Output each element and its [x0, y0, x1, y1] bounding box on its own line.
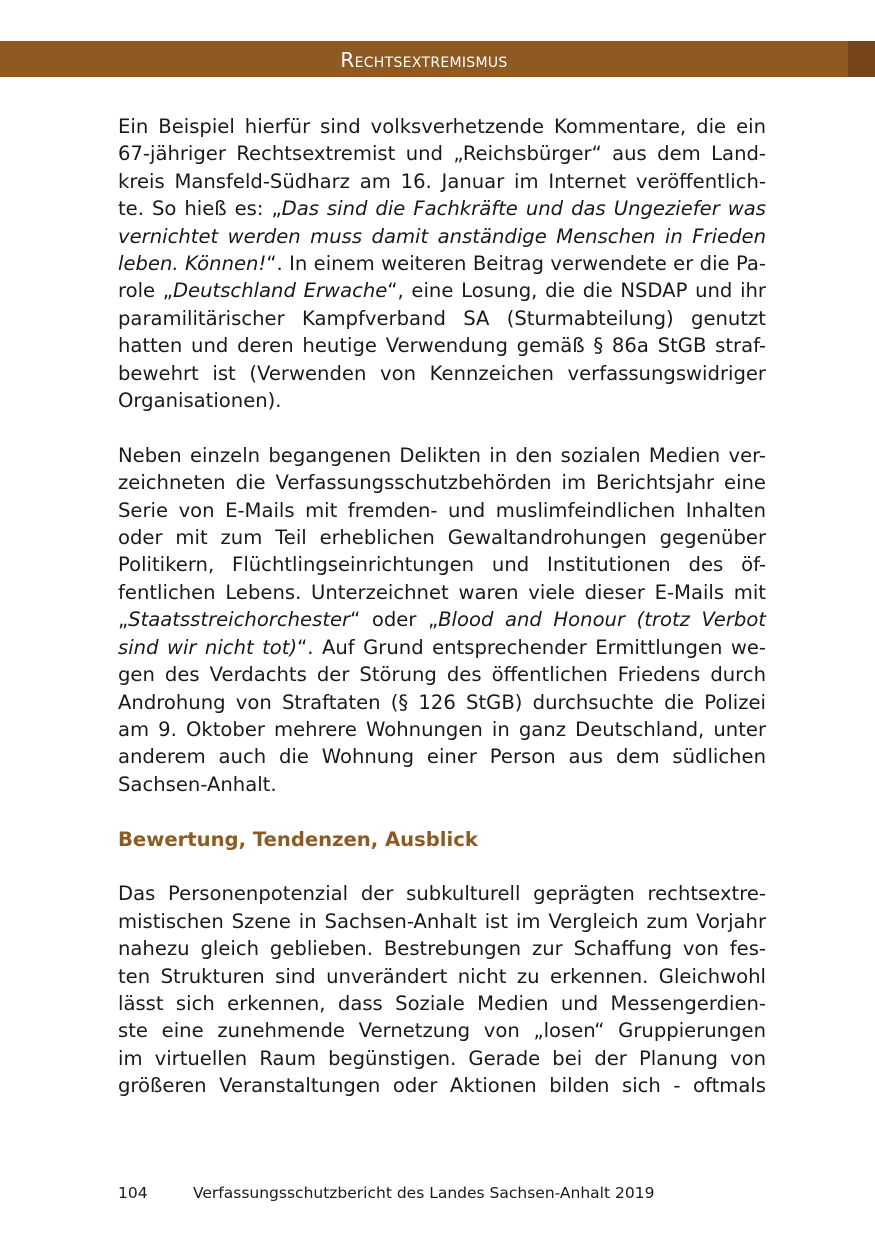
text-line: Sachsen-Anhalt. [118, 772, 277, 796]
text-run: te. So hieß es: „ [118, 197, 282, 221]
quote-italic: leben. Können! [118, 252, 267, 276]
text-line: hatten und deren heutige Verwendung gemäß § 86a StGB straf- [118, 334, 766, 358]
paragraph-3 [118, 880, 766, 1099]
text-line: Politikern, Flüchtlingseinrichtungen und Institutionen des öf- [118, 553, 766, 577]
text-line: Serie von E-Mails mit fremden- und muslimfeindlichen Inhalten [118, 498, 766, 522]
text-line: gen des Verdachts der Störung des öffentlichen Friedens durch [118, 663, 766, 687]
page-footer [118, 1182, 654, 1204]
text-line: oder mit zum Teil erheblichen Gewaltandrohungen gegenüber [118, 526, 766, 550]
text-line [118, 250, 766, 277]
text-run: “. Auf Grund entsprechender Ermittlungen we- [297, 635, 767, 659]
text-line: kreis Mansfeld-Südharz am 16. Januar im Internet veröffentlich- [118, 169, 766, 193]
text-line: Neben einzeln begangenen Delikten in den sozialen Medien ver- [118, 443, 766, 467]
publication-title: Verfassungsschutzbericht des Landes Sachsen-Anhalt 2019 [193, 1184, 655, 1202]
page-number: 104 [118, 1184, 148, 1202]
text-line: mistischen Szene in Sachsen-Anhalt ist im Vergleich zum Vorjahr [118, 909, 766, 933]
text-line [118, 634, 766, 661]
chapter-title: Rechtsextremismus [340, 48, 508, 72]
text-line: Das Personenpotenzial der subkulturell geprägten rechtsextre- [118, 882, 766, 906]
text-line: ste eine zunehmende Vernetzung von „losen“ Gruppierungen [118, 1019, 766, 1043]
text-line: paramilitärischer Kampfverband SA (Sturmabteilung) genutzt [118, 306, 766, 330]
paragraph-2 [118, 442, 766, 798]
page-content [118, 113, 766, 1127]
text-line: Ein Beispiel hierfür sind volksverhetzende Kommentare, die ein [118, 115, 766, 138]
text-line [118, 223, 766, 250]
text-line: im virtuellen Raum begünstigen. Gerade bei der Planung von [118, 1046, 766, 1070]
text-line [118, 606, 766, 633]
section-heading: Bewertung, Tendenzen, Ausblick [118, 827, 478, 851]
quote-italic: Blood and Honour (trotz Verbot [438, 608, 766, 632]
text-line: 67-jähriger Rechtsextremist und „Reichsbürger“ aus dem Land- [118, 142, 766, 166]
text-line: am 9. Oktober mehrere Wohnungen in ganz Deutschland, unter [118, 717, 766, 741]
quote-italic: Deutschland Erwache [172, 279, 388, 303]
text-line: Organisationen). [118, 389, 282, 413]
quote-italic: Staatsstreichorchester [128, 608, 351, 632]
text-run: “ oder „ [350, 608, 439, 632]
text-line: ten Strukturen sind unverändert nicht zu erkennen. Gleichwohl [118, 964, 766, 988]
quote-italic: sind wir nicht tot) [118, 635, 298, 659]
text-line [118, 277, 766, 304]
text-line: anderem auch die Wohnung einer Person aus dem südlichen [118, 745, 766, 769]
text-line: Androhung von Straftaten (§ 126 StGB) durchsuchte die Polizei [118, 690, 766, 714]
text-run: „ [118, 608, 129, 632]
text-line: nahezu gleich geblieben. Bestrebungen zur Schaffung von fes- [118, 937, 766, 961]
text-run: “, eine Losung, die die NSDAP und ihr [387, 279, 766, 303]
text-run: “. In einem weiteren Beitrag verwendete er die Pa- [266, 252, 766, 276]
header-tab-marker [848, 41, 875, 77]
text-line: fentlichen Lebens. Unterzeichnet waren viele dieser E-Mails mit [118, 580, 766, 604]
text-line: lässt sich erkennen, dass Soziale Medien und Messengerdien- [118, 991, 766, 1015]
text-line [118, 195, 766, 222]
text-run: role „ [118, 279, 173, 303]
text-line: größeren Veranstaltungen oder Aktionen bilden sich - oftmals [118, 1074, 766, 1098]
text-line: bewehrt ist (Verwenden von Kennzeichen verfassungswidriger [118, 361, 766, 385]
quote-italic: vernichtet werden muss damit anständige Menschen in Frieden [118, 224, 766, 248]
text-line: zeichneten die Verfassungsschutzbehörden im Berichtsjahr eine [118, 471, 766, 495]
paragraph-1 [118, 113, 766, 414]
quote-italic: Das sind die Fachkräfte und das Ungeziefer was [281, 197, 767, 221]
